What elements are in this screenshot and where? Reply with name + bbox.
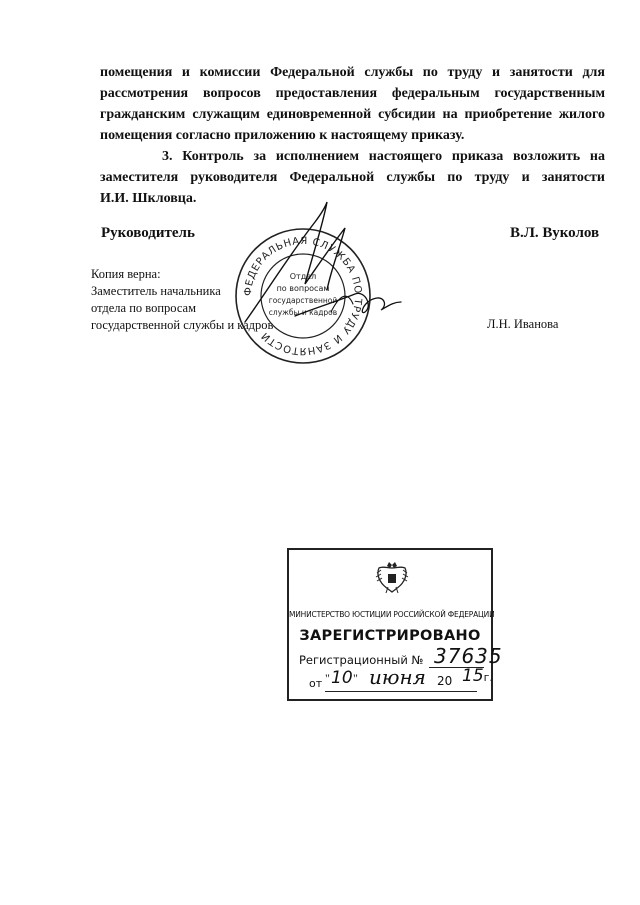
seal-center-line: по вопросам <box>276 284 330 293</box>
text-line: И.И. Шкловца. <box>100 191 197 206</box>
copy-position-line: Заместитель начальника <box>91 284 221 298</box>
text-line: помещения и комиссии Федеральной службы по труду и занятости для <box>100 65 605 80</box>
double-headed-eagle-emblem-icon <box>375 560 409 596</box>
date-underline <box>325 691 477 692</box>
date-prefix: от <box>309 677 323 690</box>
year-digits: 15 <box>462 666 484 686</box>
ministry-name: МИНИСТЕРСТВО ЮСТИЦИИ РОССИЙСКОЙ ФЕДЕРАЦИИ <box>289 610 495 619</box>
signatory-title: Руководитель <box>101 225 195 241</box>
registration-day: 10 <box>331 668 353 688</box>
seal-center-line: службы и кадров <box>268 308 338 317</box>
text-line: заместителя руководителя Федеральной службы по труду и занятости <box>100 170 605 185</box>
registration-year-handwritten <box>462 666 493 686</box>
signatory-name: В.Л. Вуколов <box>510 225 600 241</box>
registration-number-label: Регистрационный № <box>299 653 424 667</box>
text-line: помещения согласно приложению к настоящему приказу. <box>100 128 465 143</box>
seal-center-line: Отдел <box>289 272 317 281</box>
seal-center-line: государственной <box>268 296 338 305</box>
registered-label: ЗАРЕГИСТРИРОВАНО <box>299 628 481 644</box>
date-quote-close: " <box>353 671 358 685</box>
registration-stamp <box>287 548 503 701</box>
registration-number-value: 37635 <box>434 644 503 668</box>
text-line: рассмотрения вопросов предоставления федеральным государственным <box>100 86 605 101</box>
year-suffix: г. <box>483 671 493 684</box>
copy-label: Копия верна: <box>91 267 161 281</box>
text-line: гражданским служащим единовременной субсидии на приобретение жилого <box>100 107 605 122</box>
text-line: 3. Контроль за исполнением настоящего приказа возложить на <box>162 149 605 164</box>
paragraph-continuation <box>100 62 605 146</box>
copy-certifier-name: Л.Н. Иванова <box>487 317 559 331</box>
registration-year-prefix: 20 <box>437 674 453 688</box>
copy-position-line: отдела по вопросам <box>91 301 196 315</box>
seal-ring-text: ФЕДЕРАЛЬНАЯ СЛУЖБА ПО ТРУДУ И ЗАНЯТОСТИ <box>242 235 364 357</box>
date-quote-open: " <box>325 671 330 685</box>
registration-month: июня <box>369 665 426 689</box>
paragraph-3 <box>100 146 605 209</box>
copy-position-line: государственной службы и кадров <box>91 318 274 332</box>
round-seal-stamp <box>233 226 373 366</box>
